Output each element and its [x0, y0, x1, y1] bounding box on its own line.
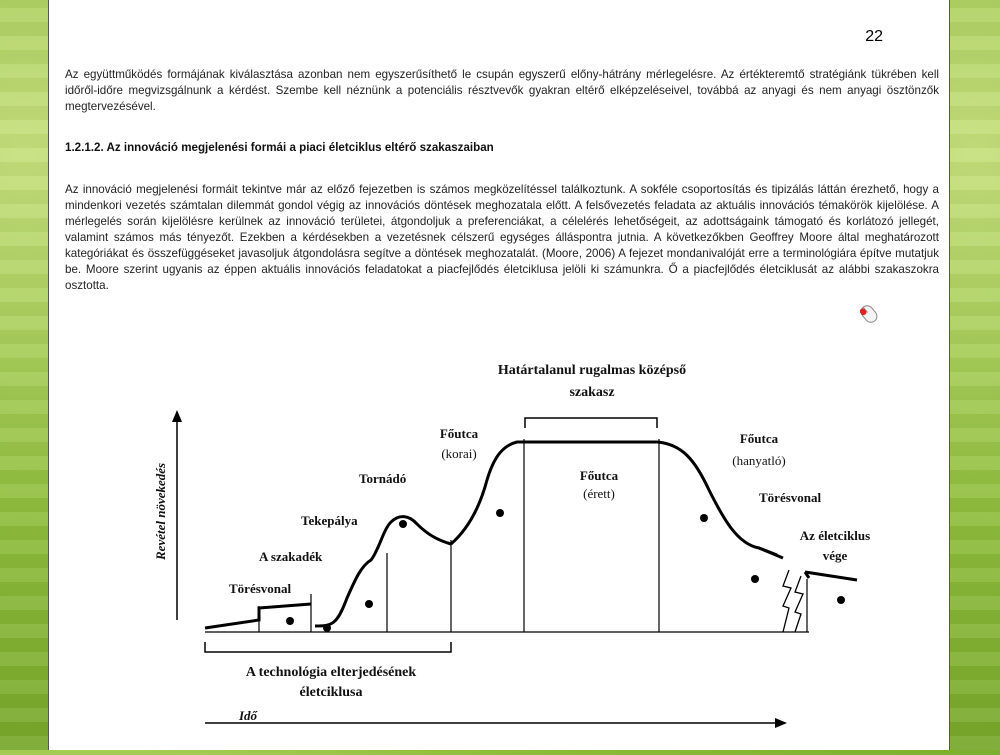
x-axis-label: Idő	[239, 708, 258, 723]
break-marks	[783, 570, 803, 632]
page-number: 22	[865, 28, 883, 45]
paragraph-main: Az innováció megjelenési formáit tekintve már az előző fejezetben is számos megközelítéssel találkoztunk. A sokféle csoportosítás és tipizálás láttán érezhető, hogy a mindenkori vezetés számtalan dilemmát gondol végig az innovációs döntések meghozatala előtt. A felsővezetés feladata az aktuális innovációs témakörök kijelölése. A mérlegelés során kijelölésre kerülnek az innováció területei, átgondoljuk a preferenciákat, a célelérés lehetőségeit, az adottságaink támogató és korlátozó jellegét, valamint számos más tényezőt. Ezekben a kérdésekben a vezetésnek célszerű egységes álláspontra jutnia. A következőkben Geoffrey Moore által meghatározott kategóriákat és összefüggéseket javasoljuk átgondolásra segítve a döntések meghozatalát. (Moore, 2006) A fejezet mondanivalóját erre a terminológiára építve mutatjuk be. Moore szerint ugyanis az éppen aktuális innovációs feladatokat a piacfejlődés életciklusa jelöli ki számunkra. Ő a piacfejlődés életciklusát az alábbi szakaszokra osztotta.	[65, 183, 939, 292]
label-toresvonal-left: Törésvonal	[229, 581, 292, 596]
label-toresvonal-right: Törésvonal	[759, 490, 822, 505]
label-korai: (korai)	[441, 446, 477, 461]
mouse-icon[interactable]	[857, 303, 881, 325]
technology-lifecycle-bracket	[205, 642, 451, 652]
bottom-label-line1: A technológia elterjedésének	[245, 665, 417, 680]
document-page	[48, 0, 950, 750]
end-segment	[805, 572, 857, 580]
right-decorative-stripe	[948, 0, 1000, 750]
y-axis-label: Revétel növekedés	[153, 462, 168, 560]
stage-markers	[286, 509, 845, 632]
left-decorative-stripe	[0, 0, 48, 750]
middle-stage-bracket	[525, 418, 657, 428]
y-axis	[172, 410, 182, 620]
right-tail	[759, 548, 783, 558]
label-foutca-erett: Főutca	[579, 468, 619, 483]
label-vege: vége	[822, 548, 848, 563]
label-erett: (érett)	[583, 486, 615, 501]
label-foutca-hanyatlo: Főutca	[739, 431, 779, 446]
label-hanyatlo: (hanyatló)	[732, 453, 786, 468]
lifecycle-diagram	[147, 350, 871, 750]
stage-separators	[259, 439, 807, 632]
label-szakadek: A szakadék	[259, 549, 323, 564]
paragraph-intro: Az együttműködés formájának kiválasztása azonban nem egyszerűsíthető le csupán egyszerű előny-hátrány mérlegelésre. Az értékteremtő stratégiánk tükrében kell időről-időre megvizsgálnunk a kérdést. Szembe kell néznünk a potenciális résztvevők gyakran eltérő elképzeléseivel, továbbá az anyagi és nem anyagi ösztönzők megtervezésével.	[65, 68, 939, 113]
label-tekepalya: Tekepálya	[301, 513, 358, 528]
top-label-line2: szakasz	[569, 385, 615, 400]
x-axis	[205, 718, 787, 728]
bottom-label-line2: életciklusa	[299, 685, 363, 700]
label-tornado: Tornádó	[359, 471, 407, 486]
label-eletciklus-vege: Az életciklus	[799, 528, 871, 543]
label-foutca-korai: Főutca	[439, 426, 479, 441]
lifecycle-curve	[205, 442, 809, 628]
section-heading: 1.2.1.2. Az innováció megjelenési formái a piaci életciklus eltérő szakaszaiban	[65, 141, 494, 154]
top-label-line1: Határtalanul rugalmas középső	[497, 363, 687, 378]
